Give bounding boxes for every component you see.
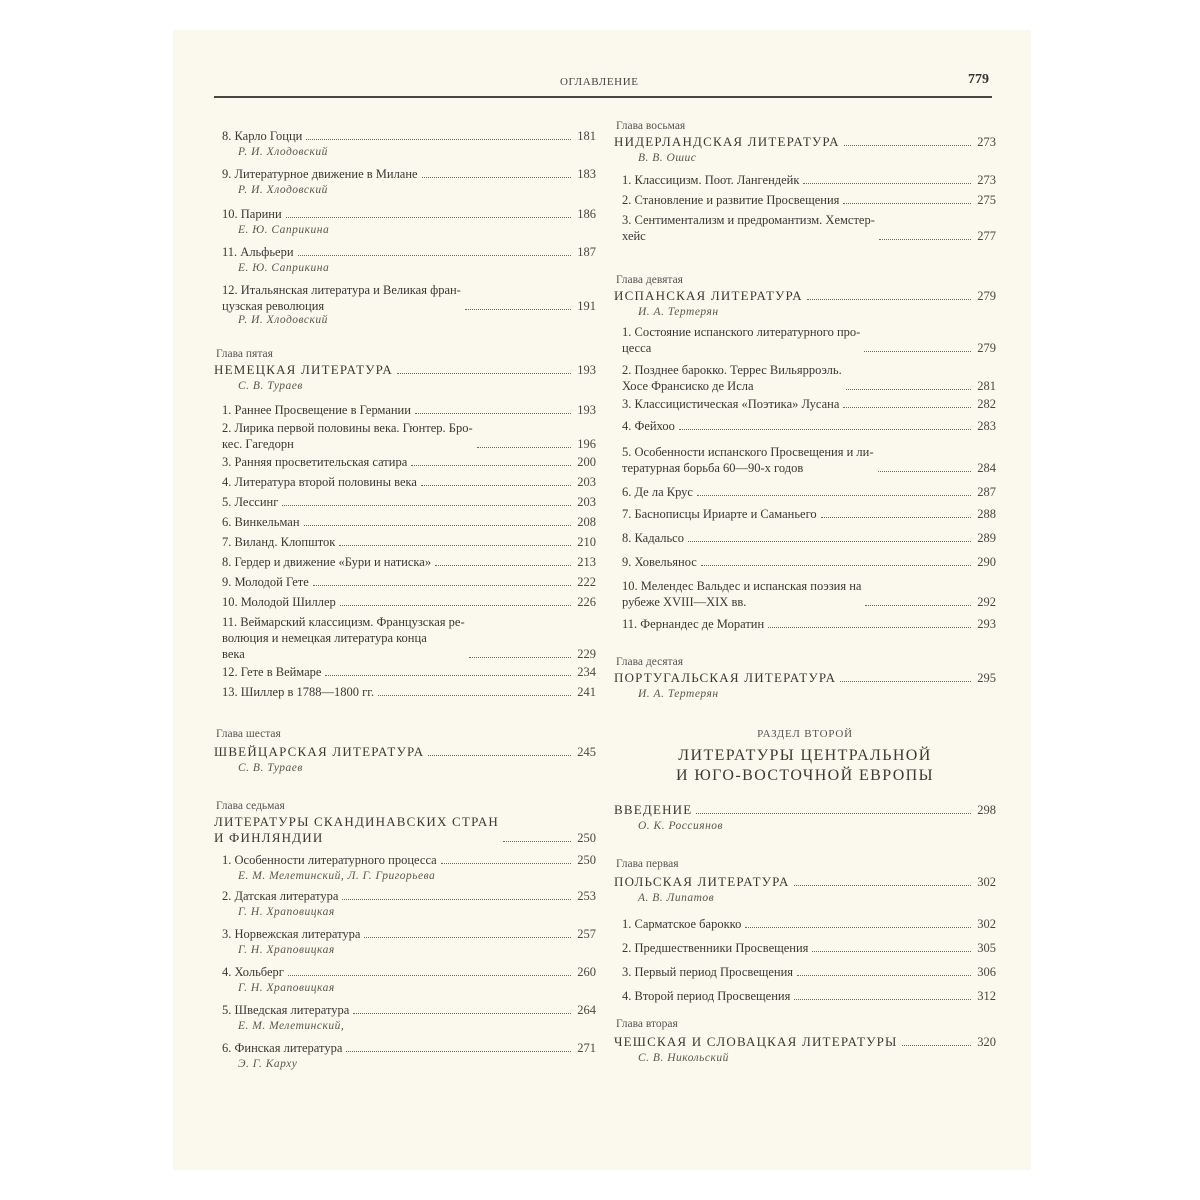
entry-page-number: 222 bbox=[577, 575, 596, 589]
entry-text: 4. Фейхоо bbox=[622, 419, 675, 433]
entry-text: 10. Мелендес Вальдес и испанская поэзия на рубеже XVIII—XIX вв. bbox=[622, 579, 862, 609]
entry-page-number: 320 bbox=[977, 1035, 996, 1049]
entry-author: Р. И. Хлодовский bbox=[238, 146, 328, 158]
entry-text: 3. Норвежская литература bbox=[222, 927, 361, 941]
dot-leader bbox=[325, 675, 571, 676]
dot-leader bbox=[353, 1013, 571, 1014]
entry-page-number: 282 bbox=[977, 397, 996, 411]
dot-leader bbox=[411, 465, 571, 466]
dot-leader bbox=[794, 999, 971, 1000]
dot-leader bbox=[696, 813, 971, 814]
entry-page-number: 288 bbox=[977, 507, 996, 521]
toc-entry bbox=[622, 362, 996, 394]
entry-text: 9. Литературное движение в Милане bbox=[222, 167, 418, 181]
entry-text: ПОЛЬСКАЯ ЛИТЕРАТУРА bbox=[614, 874, 790, 889]
dot-leader bbox=[679, 429, 971, 430]
dot-leader bbox=[286, 217, 572, 218]
toc-entry bbox=[222, 684, 596, 700]
dot-leader bbox=[364, 937, 571, 938]
entry-page-number: 306 bbox=[977, 965, 996, 979]
toc-entry bbox=[622, 988, 996, 1004]
entry-text: ЛИТЕРАТУРЫ СКАНДИНАВСКИХ СТРАН И ФИНЛЯНДИИ bbox=[214, 814, 500, 845]
entry-text: 1. Особенности литературного процесса bbox=[222, 853, 437, 867]
entry-text: 3. Сентиментализм и предромантизм. Хемстер- хейс bbox=[622, 213, 875, 243]
entry-page-number: 193 bbox=[577, 363, 596, 377]
chapter-title bbox=[214, 814, 596, 846]
entry-text: 3. Первый период Просвещения bbox=[622, 965, 794, 979]
toc-entry bbox=[222, 474, 596, 490]
entry-author: И. А. Тертерян bbox=[638, 688, 719, 700]
entry-author: Г. Н. Храповицкая bbox=[238, 982, 335, 994]
entry-author: С. В. Тураев bbox=[238, 762, 303, 774]
entry-author: А. В. Липатов bbox=[638, 892, 715, 904]
chapter-label: Глава десятая bbox=[616, 656, 684, 668]
entry-text: ВВЕДЕНИЕ bbox=[614, 802, 693, 817]
chapter-label: Глава вторая bbox=[616, 1018, 678, 1030]
chapter-title bbox=[614, 802, 996, 818]
toc-entry bbox=[222, 128, 596, 144]
entry-author: Е. М. Мелетинский, bbox=[238, 1020, 345, 1032]
entry-page-number: 295 bbox=[977, 671, 996, 685]
entry-author: С. В. Никольский bbox=[638, 1052, 729, 1064]
toc-entry bbox=[222, 514, 596, 530]
dot-leader bbox=[701, 565, 971, 566]
section-label: РАЗДЕЛ ВТОРОЙ bbox=[757, 728, 853, 740]
toc-entry bbox=[622, 212, 996, 244]
toc-entry bbox=[622, 916, 996, 932]
entry-page-number: 245 bbox=[577, 745, 596, 759]
entry-author: Г. Н. Храповицкая bbox=[238, 906, 335, 918]
entry-page-number: 271 bbox=[577, 1041, 596, 1055]
entry-page-number: 241 bbox=[577, 685, 596, 699]
dot-leader bbox=[846, 389, 972, 390]
entry-text: 6. Финская литература bbox=[222, 1041, 343, 1055]
section-title: ЛИТЕРАТУРЫ ЦЕНТРАЛЬНОЙ И ЮГО-ВОСТОЧНОЙ ЕВРОПЫ bbox=[675, 747, 934, 784]
entry-text: 11. Альфьери bbox=[222, 245, 294, 259]
entry-text: ЧЕШСКАЯ И СЛОВАЦКАЯ ЛИТЕРАТУРЫ bbox=[614, 1034, 898, 1049]
entry-text: 3. Классицистическая «Поэтика» Лусана bbox=[622, 397, 840, 411]
chapter-title bbox=[214, 362, 596, 378]
toc-entry bbox=[222, 614, 596, 662]
toc-entry bbox=[622, 444, 996, 476]
dot-leader bbox=[843, 407, 971, 408]
entry-text: 4. Литература второй половины века bbox=[222, 475, 417, 489]
entry-page-number: 253 bbox=[577, 889, 596, 903]
entry-text: 6. Де ла Крус bbox=[622, 485, 693, 499]
entry-page-number: 298 bbox=[977, 803, 996, 817]
entry-page-number: 208 bbox=[577, 515, 596, 529]
dot-leader bbox=[797, 975, 971, 976]
entry-page-number: 264 bbox=[577, 1003, 596, 1017]
toc-entry bbox=[622, 484, 996, 500]
entry-page-number: 305 bbox=[977, 941, 996, 955]
toc-entry bbox=[622, 172, 996, 188]
entry-page-number: 186 bbox=[577, 207, 596, 221]
dot-leader bbox=[306, 139, 571, 140]
entry-page-number: 302 bbox=[977, 875, 996, 889]
dot-leader bbox=[428, 755, 571, 756]
entry-page-number: 183 bbox=[577, 167, 596, 181]
chapter-title bbox=[614, 670, 996, 686]
chapter-label: Глава девятая bbox=[616, 274, 683, 286]
dot-leader bbox=[821, 517, 972, 518]
entry-page-number: 293 bbox=[977, 617, 996, 631]
toc-entry bbox=[622, 578, 996, 610]
dot-leader bbox=[469, 657, 572, 658]
entry-page-number: 257 bbox=[577, 927, 596, 941]
dot-leader bbox=[477, 447, 572, 448]
dot-leader bbox=[840, 681, 971, 682]
entry-author: Р. И. Хлодовский bbox=[238, 184, 328, 196]
entry-page-number: 287 bbox=[977, 485, 996, 499]
chapter-title bbox=[214, 744, 596, 760]
toc-entry bbox=[622, 192, 996, 208]
toc-entry bbox=[222, 554, 596, 570]
dot-leader bbox=[503, 841, 571, 842]
entry-author: С. В. Тураев bbox=[238, 380, 303, 392]
dot-leader bbox=[421, 485, 571, 486]
dot-leader bbox=[688, 541, 971, 542]
chapter-label: Глава восьмая bbox=[616, 120, 686, 132]
entry-page-number: 210 bbox=[577, 535, 596, 549]
entry-page-number: 226 bbox=[577, 595, 596, 609]
entry-page-number: 203 bbox=[577, 495, 596, 509]
entry-text: 1. Состояние испанского литературного про- цесса bbox=[622, 325, 861, 355]
dot-leader bbox=[807, 299, 971, 300]
entry-author: И. А. Тертерян bbox=[638, 306, 719, 318]
toc-entry bbox=[222, 282, 596, 314]
toc-entry bbox=[222, 166, 596, 182]
running-header-title: ОГЛАВЛЕНИЕ bbox=[560, 76, 639, 88]
entry-text: 8. Гердер и движение «Бури и натиска» bbox=[222, 555, 432, 569]
entry-page-number: 275 bbox=[977, 193, 996, 207]
entry-page-number: 234 bbox=[577, 665, 596, 679]
entry-page-number: 284 bbox=[977, 461, 996, 475]
entry-text: 5. Лессинг bbox=[222, 495, 279, 509]
entry-text: 9. Молодой Гете bbox=[222, 575, 309, 589]
entry-text: 11. Веймарский классицизм. Французская ре- волюция и немецкая литература конца века bbox=[222, 615, 465, 661]
toc-entry bbox=[222, 454, 596, 470]
dot-leader bbox=[415, 413, 571, 414]
entry-author: О. К. Россиянов bbox=[638, 820, 724, 832]
entry-text: 2. Предшественники Просвещения bbox=[622, 941, 809, 955]
entry-text: 2. Лирика первой половины века. Гюнтер. Бро- кес. Гагедорн bbox=[222, 421, 473, 451]
entry-page-number: 277 bbox=[977, 229, 996, 243]
dot-leader bbox=[340, 605, 571, 606]
toc-entry bbox=[222, 1002, 596, 1018]
entry-text: 8. Карло Гоцци bbox=[222, 129, 303, 143]
entry-page-number: 193 bbox=[577, 403, 596, 417]
entry-text: НИДЕРЛАНДСКАЯ ЛИТЕРАТУРА bbox=[614, 134, 840, 149]
toc-entry bbox=[222, 534, 596, 550]
dot-leader bbox=[878, 471, 972, 472]
entry-text: 3. Ранняя просветительская сатира bbox=[222, 455, 408, 469]
dot-leader bbox=[422, 177, 572, 178]
dot-leader bbox=[794, 885, 972, 886]
page-number: 779 bbox=[968, 72, 989, 87]
dot-leader bbox=[288, 975, 571, 976]
entry-author: Г. Н. Храповицкая bbox=[238, 944, 335, 956]
entry-page-number: 289 bbox=[977, 531, 996, 545]
entry-text: 10. Молодой Шиллер bbox=[222, 595, 336, 609]
entry-page-number: 229 bbox=[577, 647, 596, 661]
entry-text: 10. Парини bbox=[222, 207, 282, 221]
dot-leader bbox=[435, 565, 571, 566]
entry-text: ИСПАНСКАЯ ЛИТЕРАТУРА bbox=[614, 288, 803, 303]
entry-text: 13. Шиллер в 1788—1800 гг. bbox=[222, 685, 375, 699]
dot-leader bbox=[843, 203, 971, 204]
entry-page-number: 273 bbox=[977, 173, 996, 187]
entry-text: 12. Итальянская литература и Великая фран- цузская революция bbox=[222, 283, 461, 313]
entry-text: 1. Сарматское барокко bbox=[622, 917, 742, 931]
dot-leader bbox=[346, 1051, 571, 1052]
entry-page-number: 203 bbox=[577, 475, 596, 489]
entry-author: Э. Г. Карху bbox=[238, 1058, 298, 1070]
entry-page-number: 279 bbox=[977, 289, 996, 303]
dot-leader bbox=[282, 505, 571, 506]
toc-entry bbox=[222, 494, 596, 510]
dot-leader bbox=[339, 545, 571, 546]
entry-page-number: 250 bbox=[577, 831, 596, 845]
entry-author: Е. Ю. Саприкина bbox=[238, 224, 330, 236]
entry-text: 2. Датская литература bbox=[222, 889, 339, 903]
toc-entry bbox=[622, 418, 996, 434]
dot-leader bbox=[803, 183, 971, 184]
dot-leader bbox=[864, 351, 971, 352]
entry-text: 5. Шведская литература bbox=[222, 1003, 350, 1017]
dot-leader bbox=[298, 255, 572, 256]
entry-page-number: 191 bbox=[577, 299, 596, 313]
dot-leader bbox=[378, 695, 571, 696]
entry-page-number: 281 bbox=[977, 379, 996, 393]
chapter-label: Глава седьмая bbox=[216, 800, 285, 812]
entry-author: Р. И. Хлодовский bbox=[238, 314, 328, 326]
entry-page-number: 200 bbox=[577, 455, 596, 469]
dot-leader bbox=[844, 145, 972, 146]
toc-entry bbox=[622, 964, 996, 980]
entry-page-number: 181 bbox=[577, 129, 596, 143]
chapter-title bbox=[614, 1034, 996, 1050]
entry-text: ШВЕЙЦАРСКАЯ ЛИТЕРАТУРА bbox=[214, 744, 425, 759]
toc-entry bbox=[622, 506, 996, 522]
entry-text: 4. Хольберг bbox=[222, 965, 284, 979]
toc-entry bbox=[222, 594, 596, 610]
entry-page-number: 273 bbox=[977, 135, 996, 149]
toc-entry bbox=[222, 1040, 596, 1056]
entry-author: В. В. Ошис bbox=[638, 152, 697, 164]
entry-text: 7. Баснописцы Ириарте и Саманьего bbox=[622, 507, 817, 521]
entry-text: 2. Становление и развитие Просвещения bbox=[622, 193, 840, 207]
entry-text: 9. Ховельянос bbox=[622, 555, 697, 569]
entry-page-number: 187 bbox=[577, 245, 596, 259]
chapter-label: Глава шестая bbox=[216, 728, 281, 740]
dot-leader bbox=[465, 309, 571, 310]
entry-text: 1. Классицизм. Поот. Лангендейк bbox=[622, 173, 800, 187]
entry-page-number: 260 bbox=[577, 965, 596, 979]
dot-leader bbox=[342, 899, 571, 900]
toc-entry bbox=[222, 852, 596, 868]
entry-text: 5. Особенности испанского Просвещения и ли- тературная борьба 60—90-х годов bbox=[622, 445, 874, 475]
toc-entry bbox=[222, 664, 596, 680]
dot-leader bbox=[902, 1045, 972, 1046]
header-rule bbox=[214, 96, 992, 98]
dot-leader bbox=[745, 927, 971, 928]
entry-text: 6. Винкельман bbox=[222, 515, 300, 529]
dot-leader bbox=[313, 585, 571, 586]
toc-entry bbox=[222, 402, 596, 418]
chapter-label: Глава первая bbox=[616, 858, 679, 870]
entry-page-number: 250 bbox=[577, 853, 596, 867]
entry-page-number: 312 bbox=[977, 989, 996, 1003]
toc-entry bbox=[622, 940, 996, 956]
toc-entry bbox=[622, 554, 996, 570]
toc-entry bbox=[622, 616, 996, 632]
dot-leader bbox=[812, 951, 971, 952]
dot-leader bbox=[879, 239, 971, 240]
entry-text: 7. Виланд. Клопшток bbox=[222, 535, 336, 549]
toc-entry bbox=[222, 206, 596, 222]
entry-page-number: 279 bbox=[977, 341, 996, 355]
toc-entry bbox=[222, 420, 596, 452]
entry-text: НЕМЕЦКАЯ ЛИТЕРАТУРА bbox=[214, 362, 393, 377]
entry-page-number: 283 bbox=[977, 419, 996, 433]
entry-author: Е. Ю. Саприкина bbox=[238, 262, 330, 274]
toc-entry bbox=[222, 888, 596, 904]
toc-entry bbox=[622, 324, 996, 356]
chapter-title bbox=[614, 288, 996, 304]
entry-author: Е. М. Мелетинский, Л. Г. Григорьева bbox=[238, 870, 436, 882]
entry-page-number: 213 bbox=[577, 555, 596, 569]
toc-entry bbox=[622, 396, 996, 412]
entry-text: ПОРТУГАЛЬСКАЯ ЛИТЕРАТУРА bbox=[614, 670, 837, 685]
entry-text: 4. Второй период Просвещения bbox=[622, 989, 791, 1003]
entry-page-number: 290 bbox=[977, 555, 996, 569]
chapter-title bbox=[614, 134, 996, 150]
toc-entry bbox=[622, 530, 996, 546]
entry-text: 8. Кадальсо bbox=[622, 531, 684, 545]
entry-page-number: 292 bbox=[977, 595, 996, 609]
entry-page-number: 196 bbox=[577, 437, 596, 451]
toc-entry bbox=[222, 926, 596, 942]
dot-leader bbox=[697, 495, 971, 496]
toc-entry bbox=[222, 574, 596, 590]
toc-entry bbox=[222, 964, 596, 980]
dot-leader bbox=[441, 863, 572, 864]
toc-entry bbox=[222, 244, 596, 260]
entry-text: 11. Фернандес де Моратин bbox=[622, 617, 765, 631]
entry-page-number: 302 bbox=[977, 917, 996, 931]
dot-leader bbox=[768, 627, 971, 628]
entry-text: 1. Раннее Просвещение в Германии bbox=[222, 403, 411, 417]
chapter-title bbox=[614, 874, 996, 890]
dot-leader bbox=[397, 373, 571, 374]
entry-text: 12. Гете в Веймаре bbox=[222, 665, 322, 679]
chapter-label: Глава пятая bbox=[216, 348, 273, 360]
entry-text: 2. Позднее барокко. Террес Вильярроэль. Хосе Франсиско де Исла bbox=[622, 363, 842, 393]
dot-leader bbox=[304, 525, 572, 526]
dot-leader bbox=[865, 605, 971, 606]
